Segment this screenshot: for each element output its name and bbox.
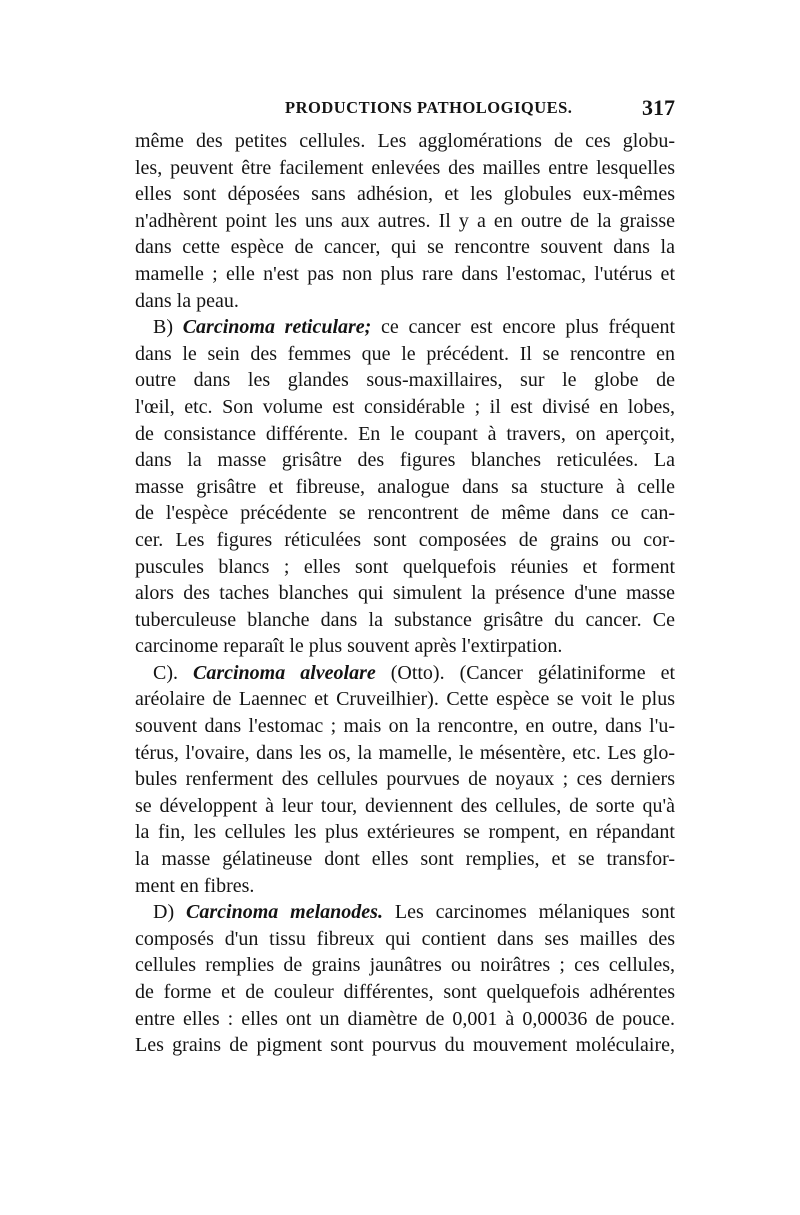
line-text: Les carcinomes mélaniques sont	[394, 901, 675, 924]
text-line	[135, 819, 675, 846]
text-line	[135, 979, 675, 1006]
line-text: la masse gélatineuse dont elles sont remplies, et se transfor-	[135, 848, 675, 871]
text-line	[135, 952, 675, 979]
species-term: Carcinoma alveolare	[192, 661, 376, 684]
line-text: ce cancer est encore plus fréquent	[381, 316, 675, 339]
line-text: aréolaire de Laennec et Cruveilhier). Cette espèce se voit le plus	[135, 688, 675, 711]
text-line	[135, 740, 675, 767]
species-term: Carcinoma reticulare;	[182, 316, 372, 339]
text-line	[135, 846, 675, 873]
text-line	[135, 155, 675, 182]
line-text: composés d'un tissu fibreux qui contient dans ses mailles des	[135, 927, 675, 950]
line-text: entre elles : elles ont un diamètre de 0,001 à 0,00036 de pouce.	[135, 1007, 675, 1030]
paragraph	[135, 314, 675, 660]
line-text: alors des taches blanches qui simulent la présence d'une masse	[135, 582, 675, 605]
text-line	[135, 1006, 675, 1033]
section-label: C).	[153, 661, 178, 684]
paragraph	[135, 128, 675, 314]
text-line	[135, 554, 675, 581]
line-text: outre dans les glandes sous-maxillaires, sur le globe de	[135, 369, 675, 392]
line-text: se développent à leur tour, deviennent des cellules, de sorte qu'à	[135, 794, 675, 817]
line-text: puscules blancs ; elles sont quelquefois réunies et forment	[135, 555, 675, 578]
text-line	[135, 421, 675, 448]
text-line	[135, 766, 675, 793]
line-text: térus, l'ovaire, dans les os, la mamelle, le mésentère, etc. Les glo-	[135, 741, 675, 764]
text-line	[135, 1032, 675, 1059]
text-line	[135, 607, 675, 634]
text-line	[135, 128, 675, 155]
text-line	[135, 926, 675, 953]
paragraph	[135, 899, 675, 1059]
line-text: cellules remplies de grains jaunâtres ou noirâtres ; ces cellules,	[135, 954, 675, 977]
line-text: les, peuvent être facilement enlevées des mailles entre lesquelles	[135, 156, 675, 179]
text-line	[135, 181, 675, 208]
paragraph	[135, 660, 675, 899]
line-text: carcinome reparaît le plus souvent après l'extirpation.	[135, 635, 563, 658]
text-line	[135, 873, 675, 900]
line-text: mamelle ; elle n'est pas non plus rare dans l'estomac, l'utérus et	[135, 262, 675, 285]
line-text: souvent dans l'estomac ; mais on la rencontre, en outre, dans l'u-	[135, 715, 675, 738]
text-line	[135, 686, 675, 713]
line-text: ment en fibres.	[135, 874, 255, 897]
text-line	[135, 580, 675, 607]
running-title: PRODUCTIONS PATHOLOGIQUES.	[285, 98, 573, 117]
text-line	[135, 261, 675, 288]
line-text: bules renferment des cellules pourvues de noyaux ; ces derniers	[135, 768, 675, 791]
line-text: même des petites cellules. Les agglomérations de ces globu-	[135, 130, 675, 152]
section-label: D)	[153, 901, 175, 924]
page-number: 317	[642, 95, 675, 120]
text-line	[135, 474, 675, 501]
text-line	[135, 527, 675, 554]
line-text: (Otto). (Cancer gélatiniforme et	[390, 661, 675, 684]
line-text: cer. Les figures réticulées sont composées de grains ou cor-	[135, 528, 675, 551]
text-line	[135, 793, 675, 820]
text-line	[135, 713, 675, 740]
text-line	[135, 288, 675, 315]
line-text: de consistance différente. En le coupant à travers, on aperçoit,	[135, 422, 675, 445]
text-line	[135, 208, 675, 235]
text-line	[135, 234, 675, 261]
running-head	[135, 95, 675, 126]
line-text: dans la peau.	[135, 289, 239, 312]
text-line	[135, 314, 675, 341]
line-text: tuberculeuse blanche dans la substance grisâtre du cancer. Ce	[135, 608, 675, 631]
text-line	[135, 633, 675, 660]
line-text: la fin, les cellules les plus extérieures se rompent, en répandant	[135, 821, 675, 844]
line-text: de l'espèce précédente se rencontrent de même dans ce can-	[135, 502, 675, 525]
text-line	[135, 660, 675, 687]
text-line	[135, 899, 675, 926]
line-text: masse grisâtre et fibreuse, analogue dans sa stucture à celle	[135, 475, 675, 498]
line-text: dans la masse grisâtre des figures blanches reticulées. La	[135, 449, 675, 472]
line-text: n'adhèrent point les uns aux autres. Il y a en outre de la graisse	[135, 209, 675, 232]
line-text: l'œil, etc. Son volume est considérable ; il est divisé en lobes,	[135, 395, 675, 418]
line-text: Les grains de pigment sont pourvus du mouvement moléculaire,	[135, 1034, 675, 1057]
species-term: Carcinoma melanodes.	[186, 901, 383, 924]
section-label: B)	[153, 316, 173, 339]
line-text: dans cette espèce de cancer, qui se rencontre souvent dans la	[135, 236, 675, 259]
text-line	[135, 447, 675, 474]
line-text: dans le sein des femmes que le précédent. Il se rencontre en	[135, 342, 675, 365]
body-text	[135, 128, 675, 1059]
text-line	[135, 394, 675, 421]
text-line	[135, 341, 675, 368]
text-line	[135, 500, 675, 527]
line-text: de forme et de couleur différentes, sont quelquefois adhérentes	[135, 981, 675, 1003]
line-text: elles sont déposées sans adhésion, et les globules eux-mêmes	[135, 183, 675, 206]
text-line	[135, 367, 675, 394]
